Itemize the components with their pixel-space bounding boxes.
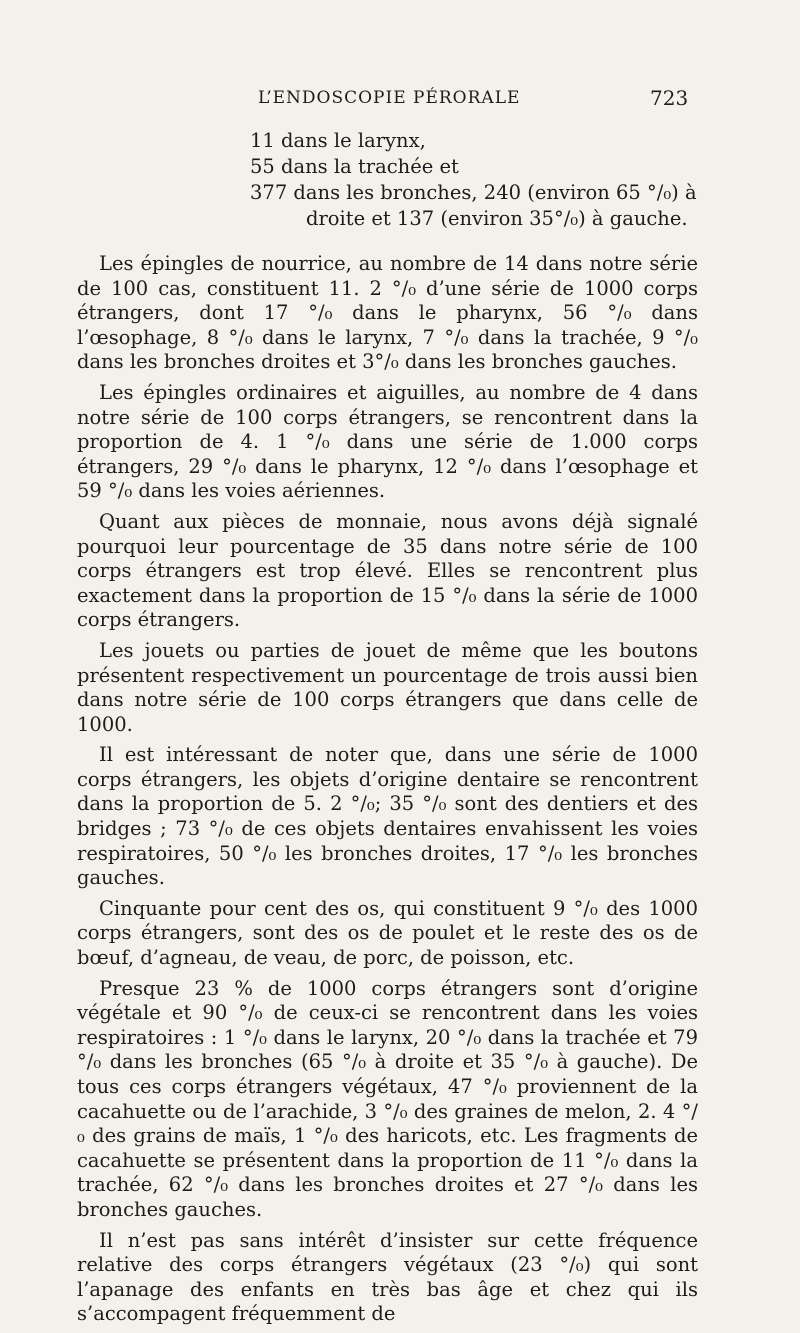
paragraph: Quant aux pièces de monnaie, nous avons déjà signalé pourquoi leur pourcentage de 35 dans notre série de 100 corps étrangers est trop élevé. Elles se rencontrent plus exactement dans la proportion de 15 °/₀ dans la série de 1000 corps étrangers. [77, 509, 698, 632]
list-item: 11 dans le larynx, [250, 129, 426, 152]
paragraph: Les épingles de nourrice, au nombre de 14 dans notre série de 100 cas, constituent 11. 2 °/₀ d’une série de 1000 corps étrangers, dont 17 °/₀ dans le pharynx, 56 °/₀ dans l’œsophage, 8 °/₀ dans le larynx, 7 °/₀ dans la trachée, 9 °/₀ dans les bronches droites et 3°/₀ dans les bronches gauches. [77, 252, 698, 374]
paragraph: Cinquante pour cent des os, qui constituent 9 °/₀ des 1000 corps étrangers, sont des os de poulet et le reste des os de bœuf, d’agneau, de veau, de porc, de poisson, etc. [77, 896, 698, 970]
page-number: 723 [650, 86, 689, 110]
paragraph: Il n’est pas sans intérêt d’insister sur cette fréquence relative des corps étrangers végétaux (23 °/₀) qui sont l’apanage des enfants en très bas âge et chez qui ils s’accompagent fréquemment de [77, 1228, 698, 1326]
running-head: L’ENDOSCOPIE PÉRORALE [258, 88, 521, 108]
paragraph: Les épingles ordinaires et aiguilles, au nombre de 4 dans notre série de 100 corps étrangers, se rencontrent dans la proportion de 4. 1 °/₀ dans une série de 1.000 corps étrangers, 29 °/₀ dans le pharynx, 12 °/₀ dans l’œsophage et 59 °/₀ dans les voies aériennes. [77, 380, 698, 503]
count-list [250, 128, 710, 232]
paragraph: Presque 23 % de 1000 corps étrangers sont d’origine végétale et 90 °/₀ de ceux-ci se rencontrent dans les voies respiratoires : 1 °/₀ dans le larynx, 20 °/₀ dans la trachée et 79 °/₀ dans les bronches (65 °/₀ à droite et 35 °/₀ à gauche). De tous ces corps étrangers végétaux, 47 °/₀ proviennent de la cacahuette ou de l’arachide, 3 °/₀ des graines de melon, 2. 4 °/₀ des grains de maïs, 1 °/₀ des haricots, etc. Les fragments de cacahuette se présentent dans la proportion de 11 °/₀ dans la trachée, 62 °/₀ dans les bronches droites et 27 °/₀ dans les bronches gauches. [77, 976, 698, 1221]
list-item: 377 dans les bronches, 240 (environ 65 °/₀) à [250, 181, 697, 204]
paragraph: Les jouets ou parties de jouet de même que les boutons présentent respectivement un pourcentage de trois aussi bien dans notre série de 100 corps étrangers que dans celle de 1000. [77, 638, 698, 736]
body-text [77, 252, 698, 1333]
list-item: 55 dans la trachée et [250, 155, 459, 178]
list-item-continuation: droite et 137 (environ 35°/₀) à gauche. [306, 207, 688, 230]
paragraph: Il est intéressant de noter que, dans une série de 1000 corps étrangers, les objets d’origine dentaire se rencontrent dans la proportion de 5. 2 °/₀; 35 °/₀ sont des dentiers et des bridges ; 73 °/₀ de ces objets dentaires envahissent les voies respiratoires, 50 °/₀ les bronches droites, 17 °/₀ les bronches gauches. [77, 743, 698, 890]
